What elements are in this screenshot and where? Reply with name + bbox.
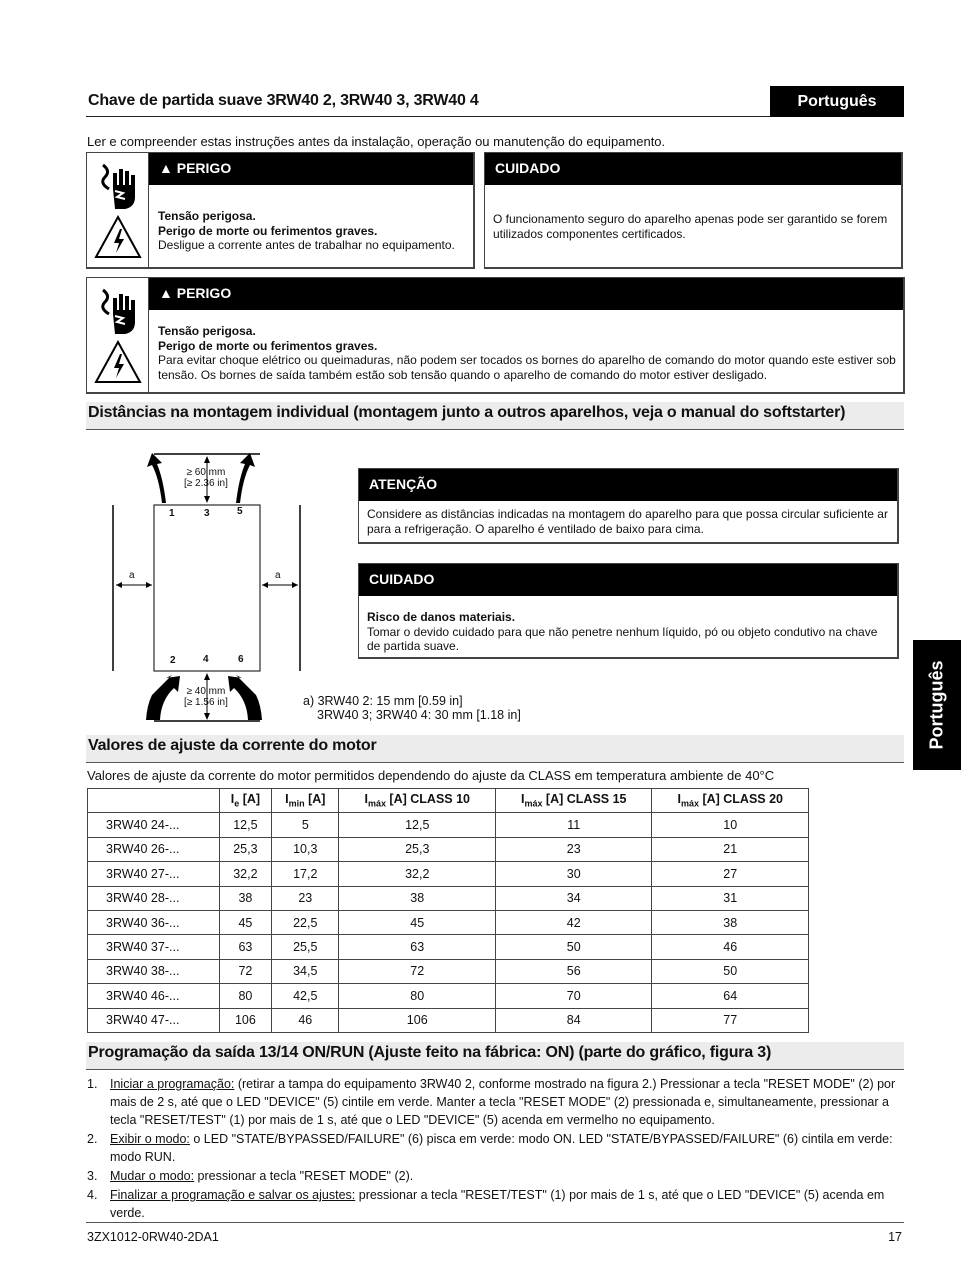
table-cell: 38	[652, 910, 809, 934]
table-cell: 77	[652, 1008, 809, 1032]
current-table-caption: Valores de ajuste da corrente do motor permitidos dependendo do ajuste da CLASS em temperatura ambiente de 40°C	[87, 768, 775, 783]
table-cell: 34	[495, 886, 652, 910]
table-cell: 12,5	[339, 813, 496, 837]
table-cell: 21	[652, 837, 809, 861]
clearance-note-2: 3RW40 3; 3RW40 4: 30 mm [1.18 in]	[317, 708, 521, 722]
column-header: $I_{máx}$ [A] CLASS 15	[495, 789, 652, 813]
section-heading-programming: Programação da saída 13/14 ON/RUN (Ajuste feito na fábrica: ON) (parte do gráfico, figura 3)	[86, 1042, 904, 1070]
step-text: pressionar a tecla "RESET/TEST" (1) por mais de 1 s, até que o LED "DEVICE" (5) acenda em verde.	[110, 1188, 885, 1220]
table-cell: 27	[652, 862, 809, 886]
table-row	[88, 984, 809, 1008]
table-cell: 11	[495, 813, 652, 837]
page-number: 17	[888, 1230, 902, 1244]
danger-line-1: Tensão perigosa.	[158, 324, 256, 338]
step-number: 3.	[87, 1169, 98, 1183]
caution-notice-1	[484, 152, 903, 269]
bottom-clearance-in: [≥ 1.56 in]	[184, 697, 228, 708]
table-cell: 45	[339, 910, 496, 934]
step-text: o LED "STATE/BYPASSED/FAILURE" (6) pisca em verde: modo ON. LED "STATE/BYPASSED/FAILURE" (6) cintila em verde: modo RUN.	[110, 1132, 893, 1164]
table-cell: 22,5	[272, 910, 339, 934]
table-cell: 32,2	[339, 862, 496, 886]
danger-header: PERIGO	[176, 285, 232, 301]
table-cell: 80	[219, 984, 271, 1008]
table-cell: 64	[652, 984, 809, 1008]
caution-header: CUIDADO	[359, 564, 897, 596]
table-cell: 38	[219, 886, 271, 910]
warning-triangle-icon: ▲	[159, 160, 177, 176]
terminal-5: 5	[237, 506, 243, 517]
language-side-tab: Português	[913, 640, 961, 770]
table-cell: 25,5	[272, 935, 339, 959]
column-header: $I_{min}$ [A]	[272, 789, 339, 813]
table-cell: 42,5	[272, 984, 339, 1008]
step-text: (retirar a tampa do equipamento 3RW40 2, conforme mostrado na figura 2.) Pressionar a tecla "RESET MODE" (2) por mais de 2 s, até que o LED "DEVICE" (5) cintile em verde. Manter a tecla "RESET MODE" (2) pressionada e, simultaneamente, pressionar a tecla "RESET/TEST" (1) por mais de 1 s, até que o LED "DEVICE" (5) acenda em vermelho no equipamento.	[110, 1077, 896, 1127]
attention-text: Considere as distâncias indicadas na montagem do aparelho para que possa circular suficiente ar para a refrigeração. O aparelho é ventilado de baixo para cima.	[367, 507, 888, 536]
table-cell: 50	[652, 959, 809, 983]
danger-line-3: Desligue a corrente antes de trabalhar no equipamento.	[158, 238, 455, 252]
caution-header: CUIDADO	[485, 153, 901, 185]
table-cell: 72	[339, 959, 496, 983]
list-item	[87, 1130, 903, 1166]
table-cell: 10	[652, 813, 809, 837]
table-cell: 46	[272, 1008, 339, 1032]
step-number: 1.	[87, 1077, 98, 1091]
table-cell: 10,3	[272, 837, 339, 861]
document-title: Chave de partida suave 3RW40 2, 3RW40 3, 3RW40 4	[88, 92, 479, 109]
high-voltage-warning-icon	[94, 215, 142, 261]
section-heading-mounting: Distâncias na montagem individual (montagem junto a outros aparelhos, veja o manual do softstarter)	[86, 402, 904, 430]
column-header: $I_e$ [A]	[219, 789, 271, 813]
document-id: 3ZX1012-0RW40-2DA1	[87, 1230, 219, 1244]
step-text: pressionar a tecla "RESET MODE" (2).	[194, 1169, 414, 1183]
table-cell: 12,5	[219, 813, 271, 837]
caution-text: O funcionamento seguro do aparelho apenas pode ser garantido se forem utilizados componentes certificados.	[493, 212, 888, 241]
table-cell: 38	[339, 886, 496, 910]
column-header: $I_{máx}$ [A] CLASS 10	[339, 789, 496, 813]
table-row	[88, 1008, 809, 1032]
intro-text: Ler e compreender estas instruções antes da instalação, operação ou manutenção do equipamento.	[87, 134, 666, 149]
warning-triangle-icon: ▲	[159, 285, 177, 301]
table-cell: 56	[495, 959, 652, 983]
danger-line-2: Perigo de morte ou ferimentos graves.	[158, 223, 378, 238]
table-cell: 30	[495, 862, 652, 886]
attention-header: ATENÇÃO	[359, 469, 897, 501]
high-voltage-warning-icon	[94, 340, 142, 386]
table-cell: 3RW40 36-...	[88, 910, 220, 934]
terminal-3: 3	[204, 508, 210, 519]
table-cell: 106	[339, 1008, 496, 1032]
table-cell: 45	[219, 910, 271, 934]
table-cell: 42	[495, 910, 652, 934]
table-cell: 25,3	[219, 837, 271, 861]
table-cell: 3RW40 46-...	[88, 984, 220, 1008]
table-cell: 3RW40 28-...	[88, 886, 220, 910]
table-cell: 50	[495, 935, 652, 959]
table-cell: 63	[339, 935, 496, 959]
table-row	[88, 862, 809, 886]
table-row	[88, 813, 809, 837]
table-cell: 5	[272, 813, 339, 837]
caution-notice-2	[358, 563, 899, 659]
table-cell: 17,2	[272, 862, 339, 886]
electric-shock-hand-icon	[93, 161, 143, 211]
current-settings-table	[87, 788, 809, 1033]
step-label: Iniciar a programação:	[110, 1077, 235, 1091]
electric-shock-hand-icon	[93, 286, 143, 336]
table-cell: 72	[219, 959, 271, 983]
document-title-bar	[86, 86, 904, 117]
table-cell: 25,3	[339, 837, 496, 861]
terminal-2: 2	[170, 655, 176, 666]
side-clearance-label-left: a	[129, 570, 135, 581]
table-cell: 80	[339, 984, 496, 1008]
clearance-note-1: a) 3RW40 2: 15 mm [0.59 in]	[303, 694, 463, 708]
step-label: Mudar o modo:	[110, 1169, 195, 1183]
danger-notice-2	[86, 277, 905, 394]
danger-notice-1	[86, 152, 475, 269]
table-cell: 3RW40 27-...	[88, 862, 220, 886]
bottom-clearance-mm: ≥ 40 mm	[186, 686, 226, 697]
table-cell: 84	[495, 1008, 652, 1032]
table-row	[88, 886, 809, 910]
table-row	[88, 959, 809, 983]
table-row	[88, 935, 809, 959]
table-cell: 3RW40 24-...	[88, 813, 220, 837]
top-clearance-mm: ≥ 60 mm	[186, 467, 226, 478]
danger-header: PERIGO	[176, 160, 232, 176]
table-cell: 3RW40 47-...	[88, 1008, 220, 1032]
danger-line-1: Tensão perigosa.	[158, 209, 256, 223]
table-cell: 3RW40 38-...	[88, 959, 220, 983]
table-cell: 23	[495, 837, 652, 861]
table-row	[88, 910, 809, 934]
terminal-1: 1	[169, 508, 175, 519]
footer-divider	[86, 1222, 904, 1223]
table-cell: 32,2	[219, 862, 271, 886]
table-cell: 31	[652, 886, 809, 910]
terminal-4: 4	[203, 654, 209, 665]
table-cell: 63	[219, 935, 271, 959]
step-label: Finalizar a programação e salvar os ajustes:	[110, 1188, 356, 1202]
caution-line-1: Risco de danos materiais.	[367, 610, 516, 624]
table-cell: 23	[272, 886, 339, 910]
list-item	[87, 1167, 903, 1185]
step-label: Exibir o modo:	[110, 1132, 190, 1146]
attention-notice	[358, 468, 899, 544]
side-clearance-label-right: a	[275, 570, 281, 581]
step-number: 4.	[87, 1188, 98, 1202]
danger-line-2: Perigo de morte ou ferimentos graves.	[158, 338, 378, 353]
top-clearance-in: [≥ 2.36 in]	[184, 478, 228, 489]
step-number: 2.	[87, 1132, 98, 1146]
language-label: Português	[770, 86, 904, 117]
table-cell: 46	[652, 935, 809, 959]
section-heading-current: Valores de ajuste da corrente do motor	[86, 735, 904, 763]
table-cell: 3RW40 26-...	[88, 837, 220, 861]
list-item	[87, 1075, 903, 1129]
programming-steps	[87, 1075, 903, 1223]
list-item	[87, 1186, 903, 1222]
danger-line-3: Para evitar choque elétrico ou queimaduras, não podem ser tocados os bornes do aparelho de comando do motor quando este estiver sob tensão. Os bornes de saída também estão sob tensão quando o aparelho de comando do motor estiver desligado.	[158, 353, 896, 382]
column-header: $I_{máx}$ [A] CLASS 20	[652, 789, 809, 813]
table-header-row	[88, 789, 809, 813]
table-cell: 106	[219, 1008, 271, 1032]
table-cell: 70	[495, 984, 652, 1008]
table-cell: 34,5	[272, 959, 339, 983]
table-cell: 3RW40 37-...	[88, 935, 220, 959]
caution-line-2: Tomar o devido cuidado para que não penetre nenhum líquido, pó ou objeto condutivo na chave de partida suave.	[367, 624, 878, 653]
column-header	[88, 789, 220, 813]
terminal-6: 6	[238, 654, 244, 665]
table-row	[88, 837, 809, 861]
